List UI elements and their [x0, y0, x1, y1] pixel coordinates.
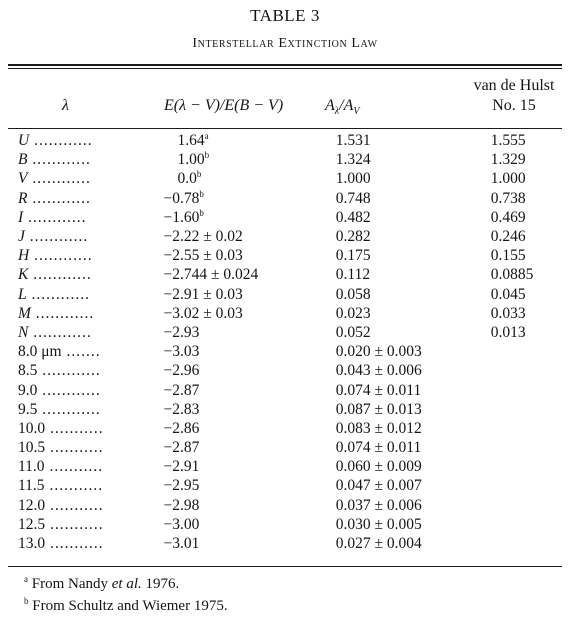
van-de-hulst-cell — [491, 496, 570, 515]
color-excess-value: −3.01 — [163, 535, 200, 553]
row-label-cell — [0, 169, 164, 188]
row-label-cell — [0, 246, 164, 265]
row-label-cell — [0, 419, 164, 438]
extinction-table — [0, 131, 570, 553]
extinction-ratio-cell: 0.037 ± 0.006 — [335, 496, 422, 514]
footnote-marker: b — [204, 150, 210, 161]
extinction-ratio-cell: 0.112 — [335, 266, 371, 284]
color-excess-cell — [164, 131, 336, 150]
extinction-ratio-cell: 0.060 ± 0.009 — [335, 458, 422, 476]
row-label-cell — [0, 227, 164, 246]
color-excess-cell — [164, 342, 336, 361]
header-van-de-hulst-line2: No. 15 — [492, 97, 536, 114]
color-excess-value: −2.96 — [163, 362, 200, 380]
header-van-de-hulst — [466, 76, 562, 116]
color-excess-cell — [164, 208, 336, 227]
color-excess-cell — [164, 496, 336, 515]
color-excess-cell — [164, 438, 336, 457]
row-label-cell — [0, 323, 164, 342]
row-label: 9.5 — [18, 400, 38, 418]
van-de-hulst-cell — [491, 342, 570, 361]
van-de-hulst-cell: 0.738 — [490, 189, 526, 207]
color-excess-value: −2.98 — [163, 496, 200, 514]
header-rule — [8, 128, 562, 129]
color-excess-cell — [164, 227, 336, 246]
row-label: 8.0 μm — [18, 343, 62, 361]
table-row — [0, 265, 570, 284]
header-van-de-hulst-line1: van de Hulst — [473, 77, 555, 94]
row-label-cell — [0, 438, 164, 457]
row-label-cell — [0, 150, 164, 169]
extinction-ratio-cell: 0.282 — [335, 228, 371, 246]
color-excess-cell — [164, 169, 336, 188]
leader-dots: ........... — [45, 535, 104, 553]
row-label-cell — [0, 457, 164, 476]
table-row — [0, 227, 570, 246]
footnote-marker: a — [204, 130, 209, 141]
color-excess-value: −2.91 — [163, 458, 200, 476]
color-excess-value: −2.744 ± 0.024 — [163, 266, 259, 284]
table-row — [0, 419, 570, 438]
van-de-hulst-cell: 0.0885 — [490, 266, 534, 284]
extinction-ratio-cell: 0.074 ± 0.011 — [335, 381, 422, 399]
row-label: U — [18, 132, 30, 150]
table-row — [0, 342, 570, 361]
footnote-b: $^b$ From Schultz and Wiemer 1975. — [24, 596, 228, 614]
table-row — [0, 515, 570, 534]
table-row — [0, 380, 570, 399]
color-excess-value: 1.00 — [177, 151, 205, 169]
row-label-cell — [0, 361, 164, 380]
color-excess-value: −2.22 ± 0.02 — [163, 228, 243, 246]
header-lambda: λ — [62, 97, 69, 114]
color-excess-cell — [164, 534, 336, 553]
extinction-ratio-cell: 1.324 — [335, 151, 371, 169]
row-label-cell — [0, 476, 164, 495]
row-label-cell — [0, 534, 164, 553]
row-label-cell — [0, 285, 164, 304]
extinction-ratio-cell: 1.531 — [335, 132, 371, 150]
color-excess-value: 0.0 — [177, 170, 197, 188]
row-label: 12.0 — [18, 496, 46, 514]
row-label: V — [18, 170, 28, 188]
footnote-marker: b — [196, 169, 202, 180]
row-label: I — [18, 208, 24, 226]
table-subtitle: Interstellar Extinction Law — [192, 36, 378, 51]
table-row — [0, 457, 570, 476]
leader-dots: ............ — [27, 189, 91, 207]
row-label: M — [18, 304, 31, 322]
table-row — [0, 476, 570, 495]
color-excess-cell — [164, 380, 336, 399]
leader-dots: ........... — [45, 439, 104, 457]
table-row — [0, 496, 570, 515]
color-excess-value: −2.95 — [163, 477, 200, 495]
leader-dots: ....... — [61, 343, 101, 361]
table-row — [0, 323, 570, 342]
row-label: 13.0 — [18, 535, 46, 553]
van-de-hulst-cell: 0.155 — [490, 247, 526, 265]
header-a: A — [325, 97, 335, 114]
row-label-cell — [0, 208, 164, 227]
row-label-cell — [0, 304, 164, 323]
color-excess-cell — [164, 419, 336, 438]
van-de-hulst-cell: 1.329 — [490, 151, 526, 169]
row-label: 10.5 — [18, 439, 46, 457]
header-sub-lambda: λ — [334, 106, 340, 118]
header-extinction-ratio — [325, 96, 359, 122]
row-label: H — [18, 247, 30, 265]
van-de-hulst-cell: 0.013 — [490, 323, 526, 341]
color-excess-value: −2.87 — [163, 439, 200, 457]
row-label: R — [18, 189, 28, 207]
color-excess-cell — [164, 457, 336, 476]
header-color-excess-ratio: E(λ − V)/E(B − V) — [164, 97, 284, 114]
van-de-hulst-cell: 0.469 — [490, 208, 526, 226]
row-label-cell — [0, 496, 164, 515]
color-excess-cell — [164, 323, 336, 342]
extinction-ratio-cell: 0.087 ± 0.013 — [335, 400, 422, 418]
extinction-ratio-cell: 0.052 — [335, 323, 371, 341]
van-de-hulst-cell: 0.033 — [490, 304, 526, 322]
row-label: 9.0 — [18, 381, 38, 399]
van-de-hulst-cell: 1.555 — [490, 132, 526, 150]
color-excess-value: −0.78 — [163, 189, 200, 207]
extinction-ratio-cell: 0.023 — [335, 304, 371, 322]
van-de-hulst-cell — [491, 534, 570, 553]
color-excess-value: −2.55 ± 0.03 — [163, 247, 243, 265]
extinction-ratio-cell: 0.030 ± 0.005 — [335, 515, 422, 533]
color-excess-cell — [164, 246, 336, 265]
van-de-hulst-cell — [491, 361, 570, 380]
row-label: 11.5 — [18, 477, 45, 495]
leader-dots: ............ — [30, 304, 95, 322]
van-de-hulst-cell — [491, 438, 570, 457]
leader-dots: ........... — [44, 477, 104, 495]
footnote-marker: b — [199, 188, 204, 199]
extinction-ratio-cell: 0.027 ± 0.004 — [335, 535, 422, 553]
van-de-hulst-cell — [491, 515, 570, 534]
color-excess-cell — [164, 150, 336, 169]
color-excess-value: −3.03 — [163, 343, 200, 361]
van-de-hulst-cell — [491, 457, 570, 476]
color-excess-value: 1.64 — [177, 132, 205, 150]
leader-dots: ............ — [37, 362, 101, 380]
row-label: N — [18, 323, 29, 341]
van-de-hulst-cell — [491, 419, 570, 438]
bottom-rule — [8, 566, 562, 567]
extinction-ratio-cell: 0.748 — [335, 189, 371, 207]
color-excess-value: −2.83 — [163, 400, 200, 418]
table-row — [0, 189, 570, 208]
leader-dots: ........... — [45, 515, 104, 533]
van-de-hulst-cell — [491, 476, 570, 495]
extinction-ratio-cell: 0.058 — [335, 285, 371, 303]
color-excess-value: −2.91 ± 0.03 — [163, 285, 243, 303]
row-label: L — [18, 285, 27, 303]
leader-dots: ............ — [29, 247, 93, 265]
van-de-hulst-cell: 0.045 — [490, 285, 526, 303]
table-row — [0, 400, 570, 419]
color-excess-value: −3.02 ± 0.03 — [163, 304, 243, 322]
extinction-ratio-cell: 0.083 ± 0.012 — [335, 419, 422, 437]
leader-dots: ........... — [44, 458, 104, 476]
row-label-cell — [0, 380, 164, 399]
footnote-marker: b — [199, 207, 204, 218]
table-row — [0, 361, 570, 380]
footnote-a-mark: a — [24, 574, 28, 584]
extinction-ratio-cell: 1.000 — [335, 170, 371, 188]
color-excess-cell — [164, 361, 336, 380]
leader-dots: ............ — [28, 323, 92, 341]
row-label: B — [18, 151, 28, 169]
row-label-cell — [0, 265, 164, 284]
table-row — [0, 150, 570, 169]
leader-dots: ............ — [37, 381, 101, 399]
leader-dots: ........... — [45, 419, 104, 437]
color-excess-cell — [164, 285, 336, 304]
van-de-hulst-cell — [491, 400, 570, 419]
table-row — [0, 246, 570, 265]
van-de-hulst-cell — [491, 380, 570, 399]
leader-dots: ............ — [23, 208, 87, 226]
table-row — [0, 534, 570, 553]
table-row — [0, 304, 570, 323]
leader-dots: ............ — [28, 266, 92, 284]
table-row — [0, 208, 570, 227]
row-label: 12.5 — [18, 515, 46, 533]
header-slash-a: /A — [339, 97, 354, 114]
color-excess-cell — [164, 476, 336, 495]
color-excess-value: −1.60 — [163, 208, 200, 226]
extinction-ratio-cell: 0.043 ± 0.006 — [335, 362, 422, 380]
row-label-cell — [0, 189, 164, 208]
color-excess-cell — [164, 400, 336, 419]
color-excess-value: −2.87 — [163, 381, 200, 399]
extinction-ratio-cell: 0.175 — [335, 247, 371, 265]
leader-dots: ............ — [27, 170, 91, 188]
leader-dots: ............ — [29, 132, 93, 150]
color-excess-cell — [164, 304, 336, 323]
row-label: 8.5 — [18, 362, 38, 380]
color-excess-value: −2.86 — [163, 419, 200, 437]
van-de-hulst-cell: 1.000 — [490, 170, 526, 188]
color-excess-cell — [164, 515, 336, 534]
leader-dots: ............ — [37, 400, 101, 418]
row-label: 10.0 — [18, 419, 46, 437]
table-row — [0, 285, 570, 304]
header-sub-v: V — [353, 106, 360, 118]
extinction-ratio-cell: 0.020 ± 0.003 — [335, 343, 422, 361]
row-label-cell — [0, 131, 164, 150]
row-label-cell — [0, 515, 164, 534]
table-row — [0, 438, 570, 457]
row-label: K — [18, 266, 29, 284]
row-label: 11.0 — [18, 458, 45, 476]
table-row — [0, 169, 570, 188]
row-label: J — [18, 228, 25, 246]
table-title: TABLE 3 — [250, 6, 320, 25]
leader-dots: ............ — [26, 285, 90, 303]
van-de-hulst-cell: 0.246 — [490, 228, 526, 246]
leader-dots: ............ — [24, 228, 89, 246]
color-excess-value: −3.00 — [163, 515, 200, 533]
extinction-ratio-cell: 0.047 ± 0.007 — [335, 477, 422, 495]
color-excess-cell — [164, 265, 336, 284]
footnote-a: $^a$ From Nandy et al. 1976. — [24, 574, 180, 592]
table-row — [0, 131, 570, 150]
color-excess-cell — [164, 189, 336, 208]
top-rule-thin — [8, 68, 562, 69]
leader-dots: ............ — [27, 151, 91, 169]
leader-dots: ........... — [45, 496, 104, 514]
extinction-ratio-cell: 0.482 — [335, 208, 371, 226]
footnote-b-mark: b — [24, 596, 29, 606]
color-excess-value: −2.93 — [163, 323, 200, 341]
row-label-cell — [0, 400, 164, 419]
extinction-ratio-cell: 0.074 ± 0.011 — [335, 439, 422, 457]
top-rule-thick — [8, 64, 562, 66]
row-label-cell — [0, 342, 164, 361]
